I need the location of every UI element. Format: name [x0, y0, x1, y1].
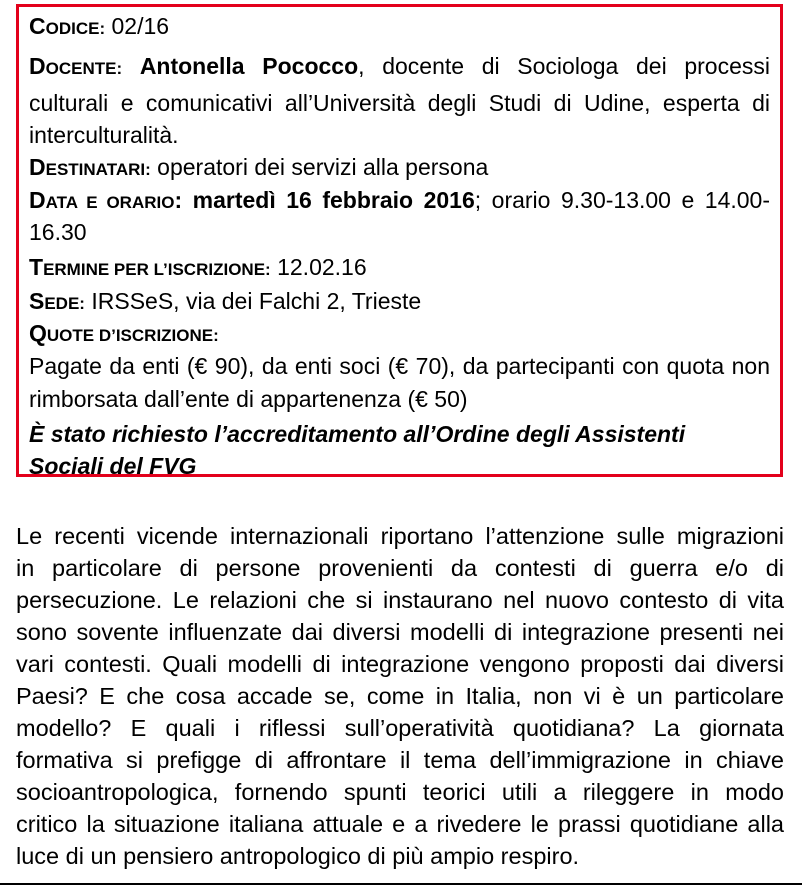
codice-value: 02/16 [105, 13, 170, 39]
quote-line1: Pagate da enti (€ 90), da enti soci (€ 70), da partecipanti con quota non [29, 353, 770, 379]
data-value: martedì 16 febbraio 2016 [192, 187, 475, 213]
course-info-box [16, 4, 783, 477]
destinatari-row [29, 152, 770, 185]
docente-label: DOCENTE: [29, 53, 123, 79]
destinatari-label: DESTINATARI: [29, 154, 151, 180]
description-line: vari contesti. Quali modelli di integrazione vengono proposti dai diversi [16, 651, 784, 677]
quote-row2 [29, 384, 770, 415]
docente-desc-line2: culturali e comunicativi all’Università degli Studi di Udine, esperta di [29, 90, 770, 116]
docente-desc-row2 [29, 88, 770, 119]
description-line: Le recenti vicende internazionali riportano l’attenzione sulle migrazioni [16, 523, 784, 549]
accreditamento-row2 [29, 451, 770, 482]
codice-row [29, 11, 770, 44]
data-orario-row [29, 185, 770, 218]
sede-row [29, 286, 770, 319]
quote-label: QUOTE D’ISCRIZIONE: [29, 320, 219, 346]
destinatari-value: operatori dei servizi alla persona [150, 154, 489, 180]
orario-row2 [29, 217, 770, 248]
termine-row [29, 252, 770, 285]
termine-label: TERMINE PER L’ISCRIZIONE: [29, 254, 271, 280]
docente-desc-line3: interculturalità. [29, 122, 179, 148]
description-line: critico la situazione italiana attuale e a rivedere le prassi quotidiane alla [16, 811, 784, 837]
accreditamento-line1: È stato richiesto l’accreditamento all’Ordine degli Assistenti [29, 421, 686, 447]
data-orario-label: DATA E ORARIO: [29, 187, 183, 213]
termine-value: 12.02.16 [270, 254, 367, 280]
description-line: formativa si prefigge di affrontare il tema dell’immigrazione in chiave [16, 747, 784, 773]
sede-value: IRSSeS, via dei Falchi 2, Trieste [84, 288, 422, 314]
codice-label: CODICE: [29, 13, 106, 39]
quote-label-row [29, 318, 770, 351]
sede-label: SEDE: [29, 288, 85, 314]
description-line: Paesi? E che cosa accade se, come in Italia, non vi è un particolare [16, 683, 784, 709]
description-line: socioantropologica, fornendo spunti teorici utili a rileggere in modo [16, 779, 784, 805]
docente-row [29, 51, 770, 84]
description-line: persecuzione. Le relazioni che si instaurano nel nuovo contesto di vita [16, 587, 784, 613]
accreditamento-line2: Sociali del FVG [29, 453, 197, 479]
page-bottom-rule [0, 883, 802, 885]
description-line: in particolare di persone provenienti da contesti di guerra e/o di [16, 555, 784, 581]
orario-line2: 16.30 [29, 219, 87, 245]
docente-desc-line1: , docente di Sociologa dei processi [358, 53, 771, 79]
description-line: sono sovente influenzate dai diversi modelli di integrazione presenti nei [16, 619, 784, 645]
docente-name: Antonella Pococco [139, 53, 359, 79]
accreditamento-row1 [29, 419, 770, 450]
quote-line2: rimborsata dall’ente di appartenenza (€ 50) [29, 386, 468, 412]
docente-desc-row3 [29, 120, 770, 151]
quote-row1 [29, 351, 770, 382]
orario-line1: ; orario 9.30-13.00 e 14.00- [474, 187, 770, 213]
description-line: luce di un pensiero antropologico di più ampio respiro. [16, 843, 580, 869]
description-line: modello? E quali i riflessi sull’operatività quotidiana? La giornata [16, 715, 784, 741]
